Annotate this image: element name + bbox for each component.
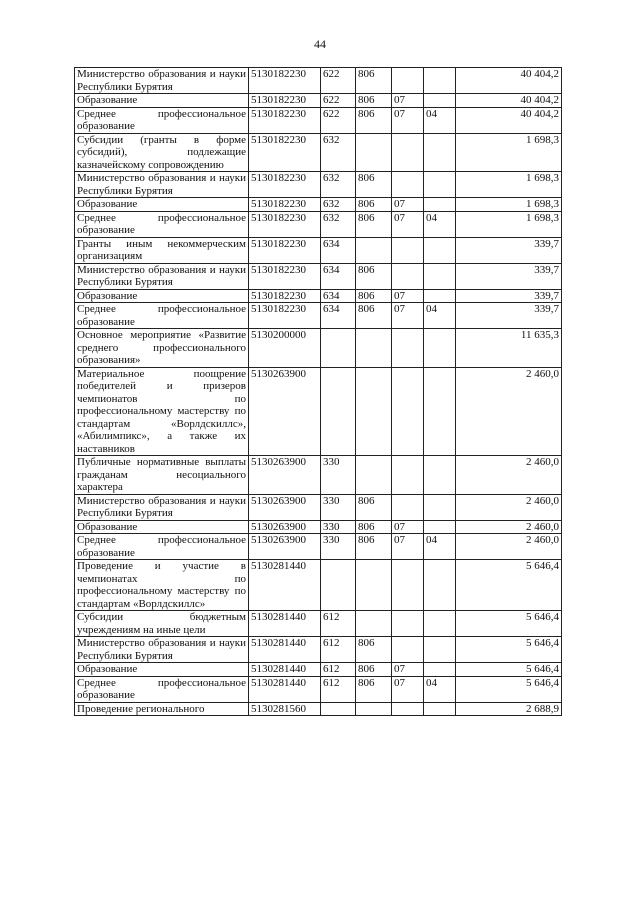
section-code-cell [392,263,424,289]
amount-cell: 11 635,3 [456,329,562,368]
row-name-cell: Образование [75,663,249,677]
target-article-code-cell: 5130182230 [249,303,321,329]
amount-cell: 5 646,4 [456,611,562,637]
row-name-cell: Образование [75,520,249,534]
amount-cell: 1 698,3 [456,211,562,237]
department-code-cell: 806 [356,289,392,303]
section-code-cell [392,367,424,456]
row-name-cell: Гранты иным некоммерческим организациям [75,237,249,263]
section-code-cell: 07 [392,94,424,108]
subsection-code-cell [424,329,456,368]
table-row [75,68,562,94]
expense-type-cell: 612 [321,676,356,702]
department-code-cell [356,367,392,456]
target-article-code-cell: 5130182230 [249,237,321,263]
row-name-cell: Публичные нормативные выплаты гражданам несоциального характера [75,456,249,495]
table-row [75,133,562,172]
amount-cell: 5 646,4 [456,637,562,663]
amount-cell: 40 404,2 [456,94,562,108]
section-code-cell [392,702,424,716]
section-code-cell: 07 [392,198,424,212]
table-row [75,520,562,534]
row-name-cell: Проведение регионального [75,702,249,716]
section-code-cell [392,494,424,520]
table-row [75,107,562,133]
target-article-code-cell: 5130263900 [249,534,321,560]
target-article-code-cell: 5130182230 [249,68,321,94]
subsection-code-cell [424,133,456,172]
row-name-cell: Среднее профессиональное образование [75,676,249,702]
table-row [75,494,562,520]
table-row [75,663,562,677]
subsection-code-cell: 04 [424,107,456,133]
row-name-cell: Субсидии (гранты в форме субсидий), подлежащие казначейскому сопровождению [75,133,249,172]
target-article-code-cell: 5130281440 [249,611,321,637]
row-name-cell: Материальное поощрение победителей и призеров чемпионатов по профессиональному мастерству по стандартам «Ворлдскиллс», «Абилимпикс», а также их наставников [75,367,249,456]
table-row [75,702,562,716]
target-article-code-cell: 5130281560 [249,702,321,716]
section-code-cell [392,329,424,368]
table-row [75,303,562,329]
expense-type-cell: 632 [321,172,356,198]
department-code-cell [356,329,392,368]
amount-cell: 2 460,0 [456,520,562,534]
row-name-cell: Министерство образования и науки Республики Бурятия [75,494,249,520]
expense-type-cell: 612 [321,663,356,677]
department-code-cell [356,560,392,611]
amount-cell: 2 460,0 [456,456,562,495]
subsection-code-cell [424,172,456,198]
amount-cell: 1 698,3 [456,198,562,212]
department-code-cell [356,611,392,637]
table-row [75,263,562,289]
row-name-cell: Министерство образования и науки Республики Бурятия [75,263,249,289]
target-article-code-cell: 5130182230 [249,198,321,212]
expense-type-cell: 330 [321,494,356,520]
expense-type-cell: 632 [321,211,356,237]
table-row [75,611,562,637]
section-code-cell [392,133,424,172]
budget-table-body [75,68,562,716]
subsection-code-cell [424,456,456,495]
expense-type-cell: 634 [321,237,356,263]
amount-cell: 339,7 [456,237,562,263]
amount-cell: 2 460,0 [456,494,562,520]
target-article-code-cell: 5130263900 [249,494,321,520]
department-code-cell: 806 [356,107,392,133]
department-code-cell: 806 [356,676,392,702]
table-row [75,367,562,456]
table-row [75,198,562,212]
department-code-cell: 806 [356,637,392,663]
expense-type-cell [321,560,356,611]
subsection-code-cell: 04 [424,303,456,329]
section-code-cell: 07 [392,303,424,329]
subsection-code-cell [424,237,456,263]
expense-type-cell: 634 [321,263,356,289]
subsection-code-cell [424,637,456,663]
section-code-cell: 07 [392,107,424,133]
department-code-cell: 806 [356,94,392,108]
expense-type-cell [321,367,356,456]
department-code-cell: 806 [356,198,392,212]
amount-cell: 339,7 [456,263,562,289]
section-code-cell: 07 [392,676,424,702]
expense-type-cell: 330 [321,534,356,560]
amount-cell: 5 646,4 [456,676,562,702]
target-article-code-cell: 5130200000 [249,329,321,368]
row-name-cell: Основное мероприятие «Развитие среднего профессионального образования» [75,329,249,368]
budget-table [74,67,562,716]
department-code-cell: 806 [356,68,392,94]
target-article-code-cell: 5130182230 [249,107,321,133]
expense-type-cell: 330 [321,520,356,534]
amount-cell: 339,7 [456,303,562,329]
department-code-cell: 806 [356,520,392,534]
row-name-cell: Министерство образования и науки Республики Бурятия [75,172,249,198]
department-code-cell: 806 [356,494,392,520]
subsection-code-cell [424,611,456,637]
row-name-cell: Образование [75,289,249,303]
expense-type-cell [321,702,356,716]
expense-type-cell: 634 [321,303,356,329]
amount-cell: 40 404,2 [456,68,562,94]
page-number: 44 [314,37,326,51]
row-name-cell: Среднее профессиональное образование [75,211,249,237]
target-article-code-cell: 5130182230 [249,289,321,303]
subsection-code-cell [424,289,456,303]
table-row [75,211,562,237]
subsection-code-cell: 04 [424,676,456,702]
expense-type-cell: 632 [321,133,356,172]
subsection-code-cell [424,494,456,520]
section-code-cell: 07 [392,289,424,303]
subsection-code-cell [424,263,456,289]
section-code-cell [392,237,424,263]
expense-type-cell: 612 [321,611,356,637]
target-article-code-cell: 5130182230 [249,263,321,289]
target-article-code-cell: 5130182230 [249,211,321,237]
amount-cell: 1 698,3 [456,172,562,198]
section-code-cell [392,560,424,611]
section-code-cell [392,637,424,663]
subsection-code-cell [424,560,456,611]
row-name-cell: Субсидии бюджетным учреждениям на иные цели [75,611,249,637]
department-code-cell [356,237,392,263]
section-code-cell: 07 [392,211,424,237]
expense-type-cell: 622 [321,107,356,133]
target-article-code-cell: 5130281440 [249,560,321,611]
subsection-code-cell [424,367,456,456]
department-code-cell: 806 [356,263,392,289]
target-article-code-cell: 5130263900 [249,456,321,495]
section-code-cell: 07 [392,534,424,560]
department-code-cell [356,702,392,716]
target-article-code-cell: 5130182230 [249,133,321,172]
department-code-cell: 806 [356,303,392,329]
row-name-cell: Среднее профессиональное образование [75,107,249,133]
amount-cell: 339,7 [456,289,562,303]
row-name-cell: Министерство образования и науки Республики Бурятия [75,68,249,94]
department-code-cell [356,456,392,495]
table-row [75,456,562,495]
department-code-cell: 806 [356,172,392,198]
table-row [75,94,562,108]
section-code-cell: 07 [392,663,424,677]
target-article-code-cell: 5130182230 [249,94,321,108]
department-code-cell: 806 [356,663,392,677]
section-code-cell [392,611,424,637]
table-row [75,172,562,198]
section-code-cell [392,172,424,198]
target-article-code-cell: 5130281440 [249,637,321,663]
amount-cell: 2 460,0 [456,534,562,560]
section-code-cell: 07 [392,520,424,534]
table-row [75,329,562,368]
row-name-cell: Образование [75,198,249,212]
row-name-cell: Образование [75,94,249,108]
subsection-code-cell [424,663,456,677]
expense-type-cell: 612 [321,637,356,663]
subsection-code-cell [424,520,456,534]
row-name-cell: Среднее профессиональное образование [75,303,249,329]
department-code-cell [356,133,392,172]
expense-type-cell: 330 [321,456,356,495]
table-row [75,534,562,560]
table-row [75,560,562,611]
amount-cell: 5 646,4 [456,560,562,611]
target-article-code-cell: 5130263900 [249,520,321,534]
subsection-code-cell [424,68,456,94]
subsection-code-cell [424,702,456,716]
table-row [75,637,562,663]
row-name-cell: Министерство образования и науки Республики Бурятия [75,637,249,663]
amount-cell: 40 404,2 [456,107,562,133]
expense-type-cell: 622 [321,68,356,94]
subsection-code-cell [424,198,456,212]
subsection-code-cell: 04 [424,211,456,237]
department-code-cell: 806 [356,211,392,237]
target-article-code-cell: 5130182230 [249,172,321,198]
section-code-cell [392,456,424,495]
department-code-cell: 806 [356,534,392,560]
table-row [75,676,562,702]
expense-type-cell: 622 [321,94,356,108]
table-row [75,237,562,263]
section-code-cell [392,68,424,94]
table-row [75,289,562,303]
amount-cell: 1 698,3 [456,133,562,172]
expense-type-cell [321,329,356,368]
expense-type-cell: 632 [321,198,356,212]
amount-cell: 2 460,0 [456,367,562,456]
target-article-code-cell: 5130281440 [249,663,321,677]
row-name-cell: Проведение и участие в чемпионатах по профессиональному мастерству по стандартам «Ворлдскиллс» [75,560,249,611]
amount-cell: 2 688,9 [456,702,562,716]
target-article-code-cell: 5130281440 [249,676,321,702]
amount-cell: 5 646,4 [456,663,562,677]
subsection-code-cell: 04 [424,534,456,560]
row-name-cell: Среднее профессиональное образование [75,534,249,560]
subsection-code-cell [424,94,456,108]
expense-type-cell: 634 [321,289,356,303]
target-article-code-cell: 5130263900 [249,367,321,456]
